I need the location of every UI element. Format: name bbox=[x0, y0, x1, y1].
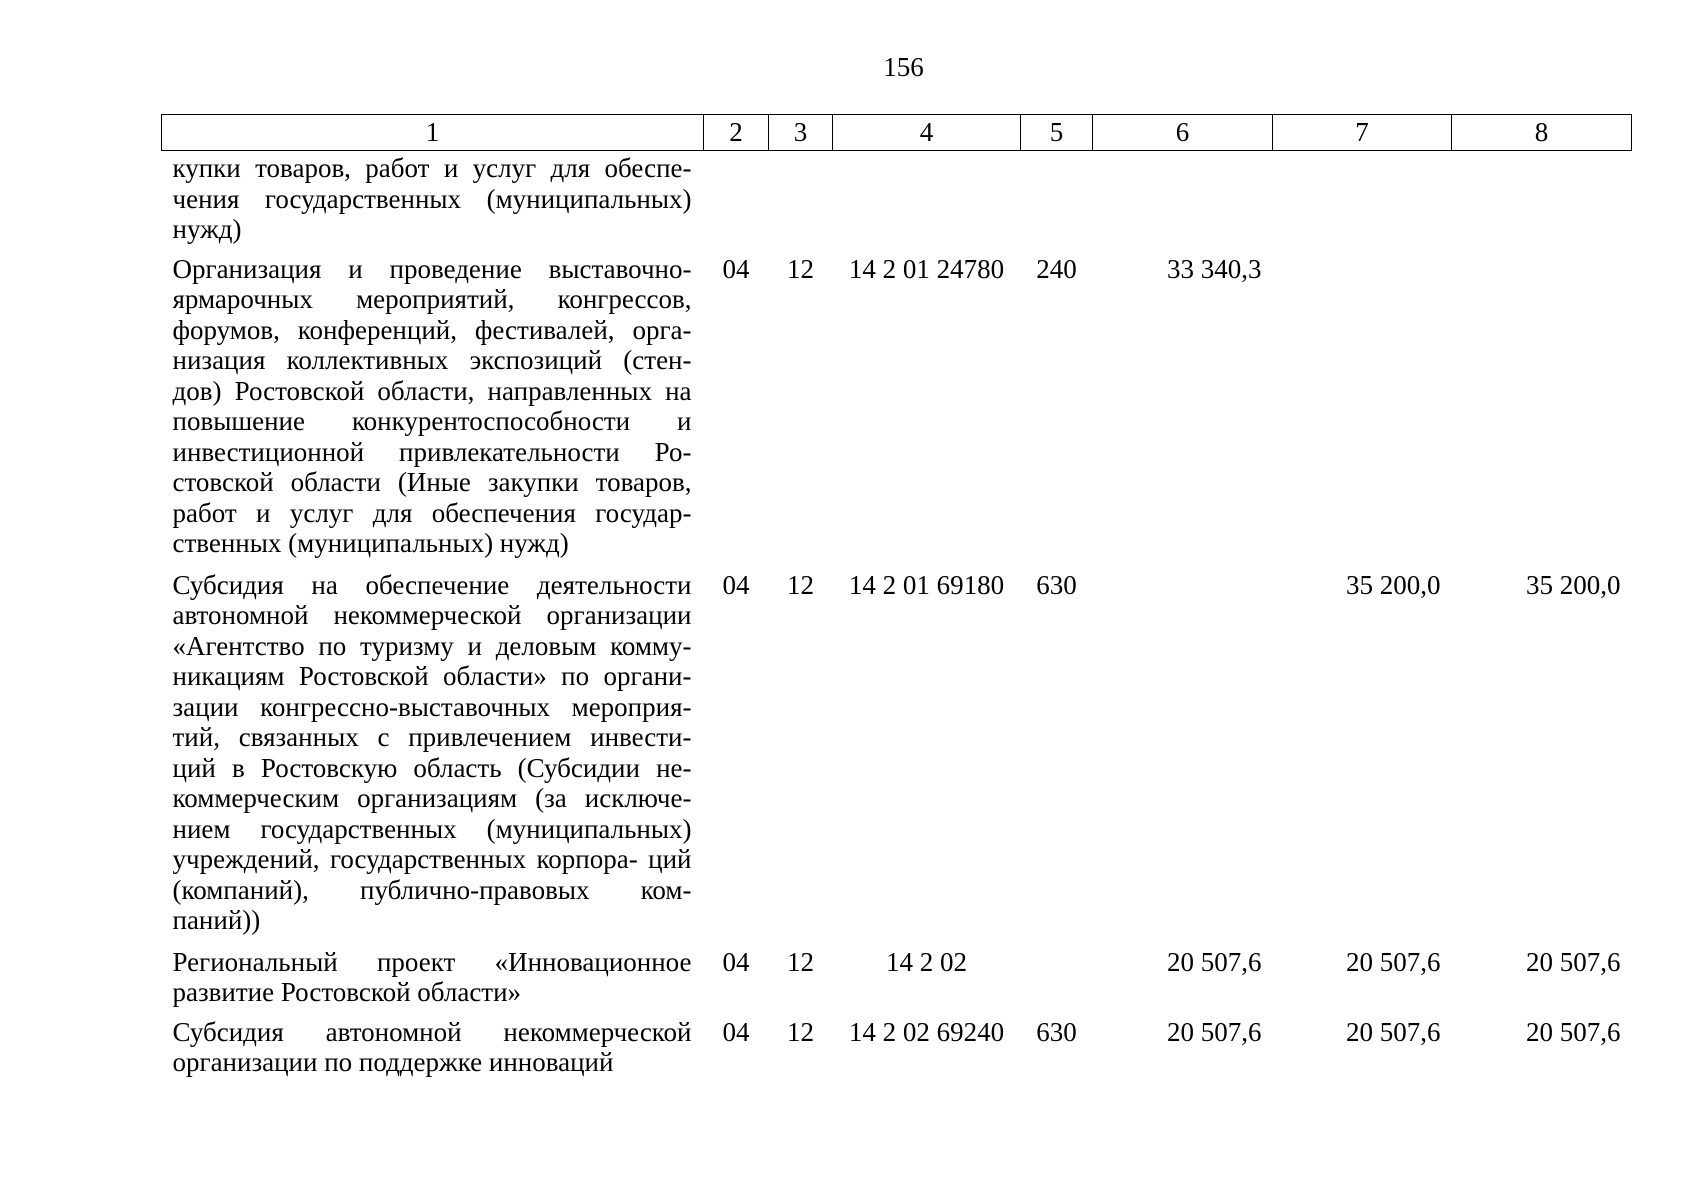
column-header-6: 6 bbox=[1093, 115, 1273, 151]
row-expense-type bbox=[1021, 151, 1093, 245]
column-header-4: 4 bbox=[833, 115, 1021, 151]
table-header-row bbox=[162, 115, 1632, 151]
row-amount-col6 bbox=[1093, 559, 1273, 936]
row-subsection bbox=[769, 151, 833, 245]
row-amount-col7 bbox=[1273, 245, 1452, 559]
row-amount-col7: 20 507,6 bbox=[1346, 946, 1441, 977]
row-amount-col6 bbox=[1093, 151, 1273, 245]
row-expense-type: 240 bbox=[1036, 253, 1077, 284]
row-amount-col6: 20 507,6 bbox=[1167, 1016, 1262, 1047]
row-subsection: 12 bbox=[787, 569, 814, 600]
row-section: 04 bbox=[722, 253, 750, 284]
page-number: 156 bbox=[883, 52, 924, 82]
row-amount-col8: 35 200,0 bbox=[1526, 569, 1621, 600]
row-amount-col7 bbox=[1273, 151, 1452, 245]
row-amount-col8: 20 507,6 bbox=[1526, 1016, 1621, 1047]
row-description: Организация и проведение выставочно- ярмарочных мероприятий, конгрессов, форумов, конференций, фестивалей, орга- низация коллективных экспозиций (стен- дов) Ростовской области, направленных на повышение конкурентоспособности и инвестиционной привлекательности Ро- стовской области (Иные закупки товаров, работ и услуг для обеспечения государ- ственных (муниципальных) нужд) bbox=[172, 253, 692, 558]
column-header-8: 8 bbox=[1452, 115, 1632, 151]
table-row bbox=[162, 936, 1632, 1008]
column-header-5: 5 bbox=[1021, 115, 1093, 151]
table-row bbox=[162, 245, 1632, 559]
column-header-1: 1 bbox=[162, 115, 704, 151]
row-section: 04 bbox=[722, 1016, 750, 1047]
row-expense-type: 630 bbox=[1036, 569, 1077, 600]
row-target-code: 14 2 01 24780 bbox=[848, 253, 1005, 284]
row-target-code: 14 2 02 bbox=[886, 946, 967, 977]
table-row bbox=[162, 1008, 1632, 1078]
row-subsection: 12 bbox=[787, 253, 814, 284]
row-amount-col8: 20 507,6 bbox=[1526, 946, 1621, 977]
budget-table bbox=[161, 114, 1632, 1078]
row-expense-type: 630 bbox=[1036, 1016, 1077, 1047]
column-header-2: 2 bbox=[704, 115, 769, 151]
row-subsection: 12 bbox=[787, 946, 814, 977]
row-description: Региональный проект «Инновационное развитие Ростовской области» bbox=[172, 946, 692, 1007]
row-section bbox=[704, 151, 769, 245]
row-expense-type bbox=[1021, 936, 1093, 1008]
row-target-code: 14 2 02 69240 bbox=[848, 1016, 1005, 1047]
row-target-code: 14 2 01 69180 bbox=[848, 569, 1005, 600]
row-description: купки товаров, работ и услуг для обеспе- чения государственных (муниципальных) нужд) bbox=[172, 153, 692, 244]
row-amount-col7: 20 507,6 bbox=[1346, 1016, 1441, 1047]
row-amount-col6: 33 340,3 bbox=[1167, 253, 1262, 284]
row-description: Субсидия на обеспечение деятельности автономной некоммерческой организации «Агентство по туризму и деловым комму- никациям Ростовской области» по органи- зации конгрессно-выставочных мероприя- тий, связанных с привлечением инвести- ций в Ростовскую область (Субсидии не- коммерческим организациям (за исключе- нием государственных (муниципальных) учреждений, государственных корпора- ций (компаний), публично-правовых ком- паний)) bbox=[172, 569, 692, 935]
row-amount-col8 bbox=[1452, 151, 1632, 245]
row-description: Субсидия автономной некоммерческой организации по поддержке инноваций bbox=[172, 1016, 692, 1077]
column-header-3: 3 bbox=[769, 115, 833, 151]
row-target-code bbox=[833, 151, 1021, 245]
row-amount-col6: 20 507,6 bbox=[1167, 946, 1262, 977]
table-row bbox=[162, 151, 1632, 245]
row-section: 04 bbox=[722, 946, 750, 977]
row-amount-col7: 35 200,0 bbox=[1346, 569, 1441, 600]
row-amount-col8 bbox=[1452, 245, 1632, 559]
row-section: 04 bbox=[722, 569, 750, 600]
table-row bbox=[162, 559, 1632, 936]
row-subsection: 12 bbox=[787, 1016, 814, 1047]
column-header-7: 7 bbox=[1273, 115, 1452, 151]
